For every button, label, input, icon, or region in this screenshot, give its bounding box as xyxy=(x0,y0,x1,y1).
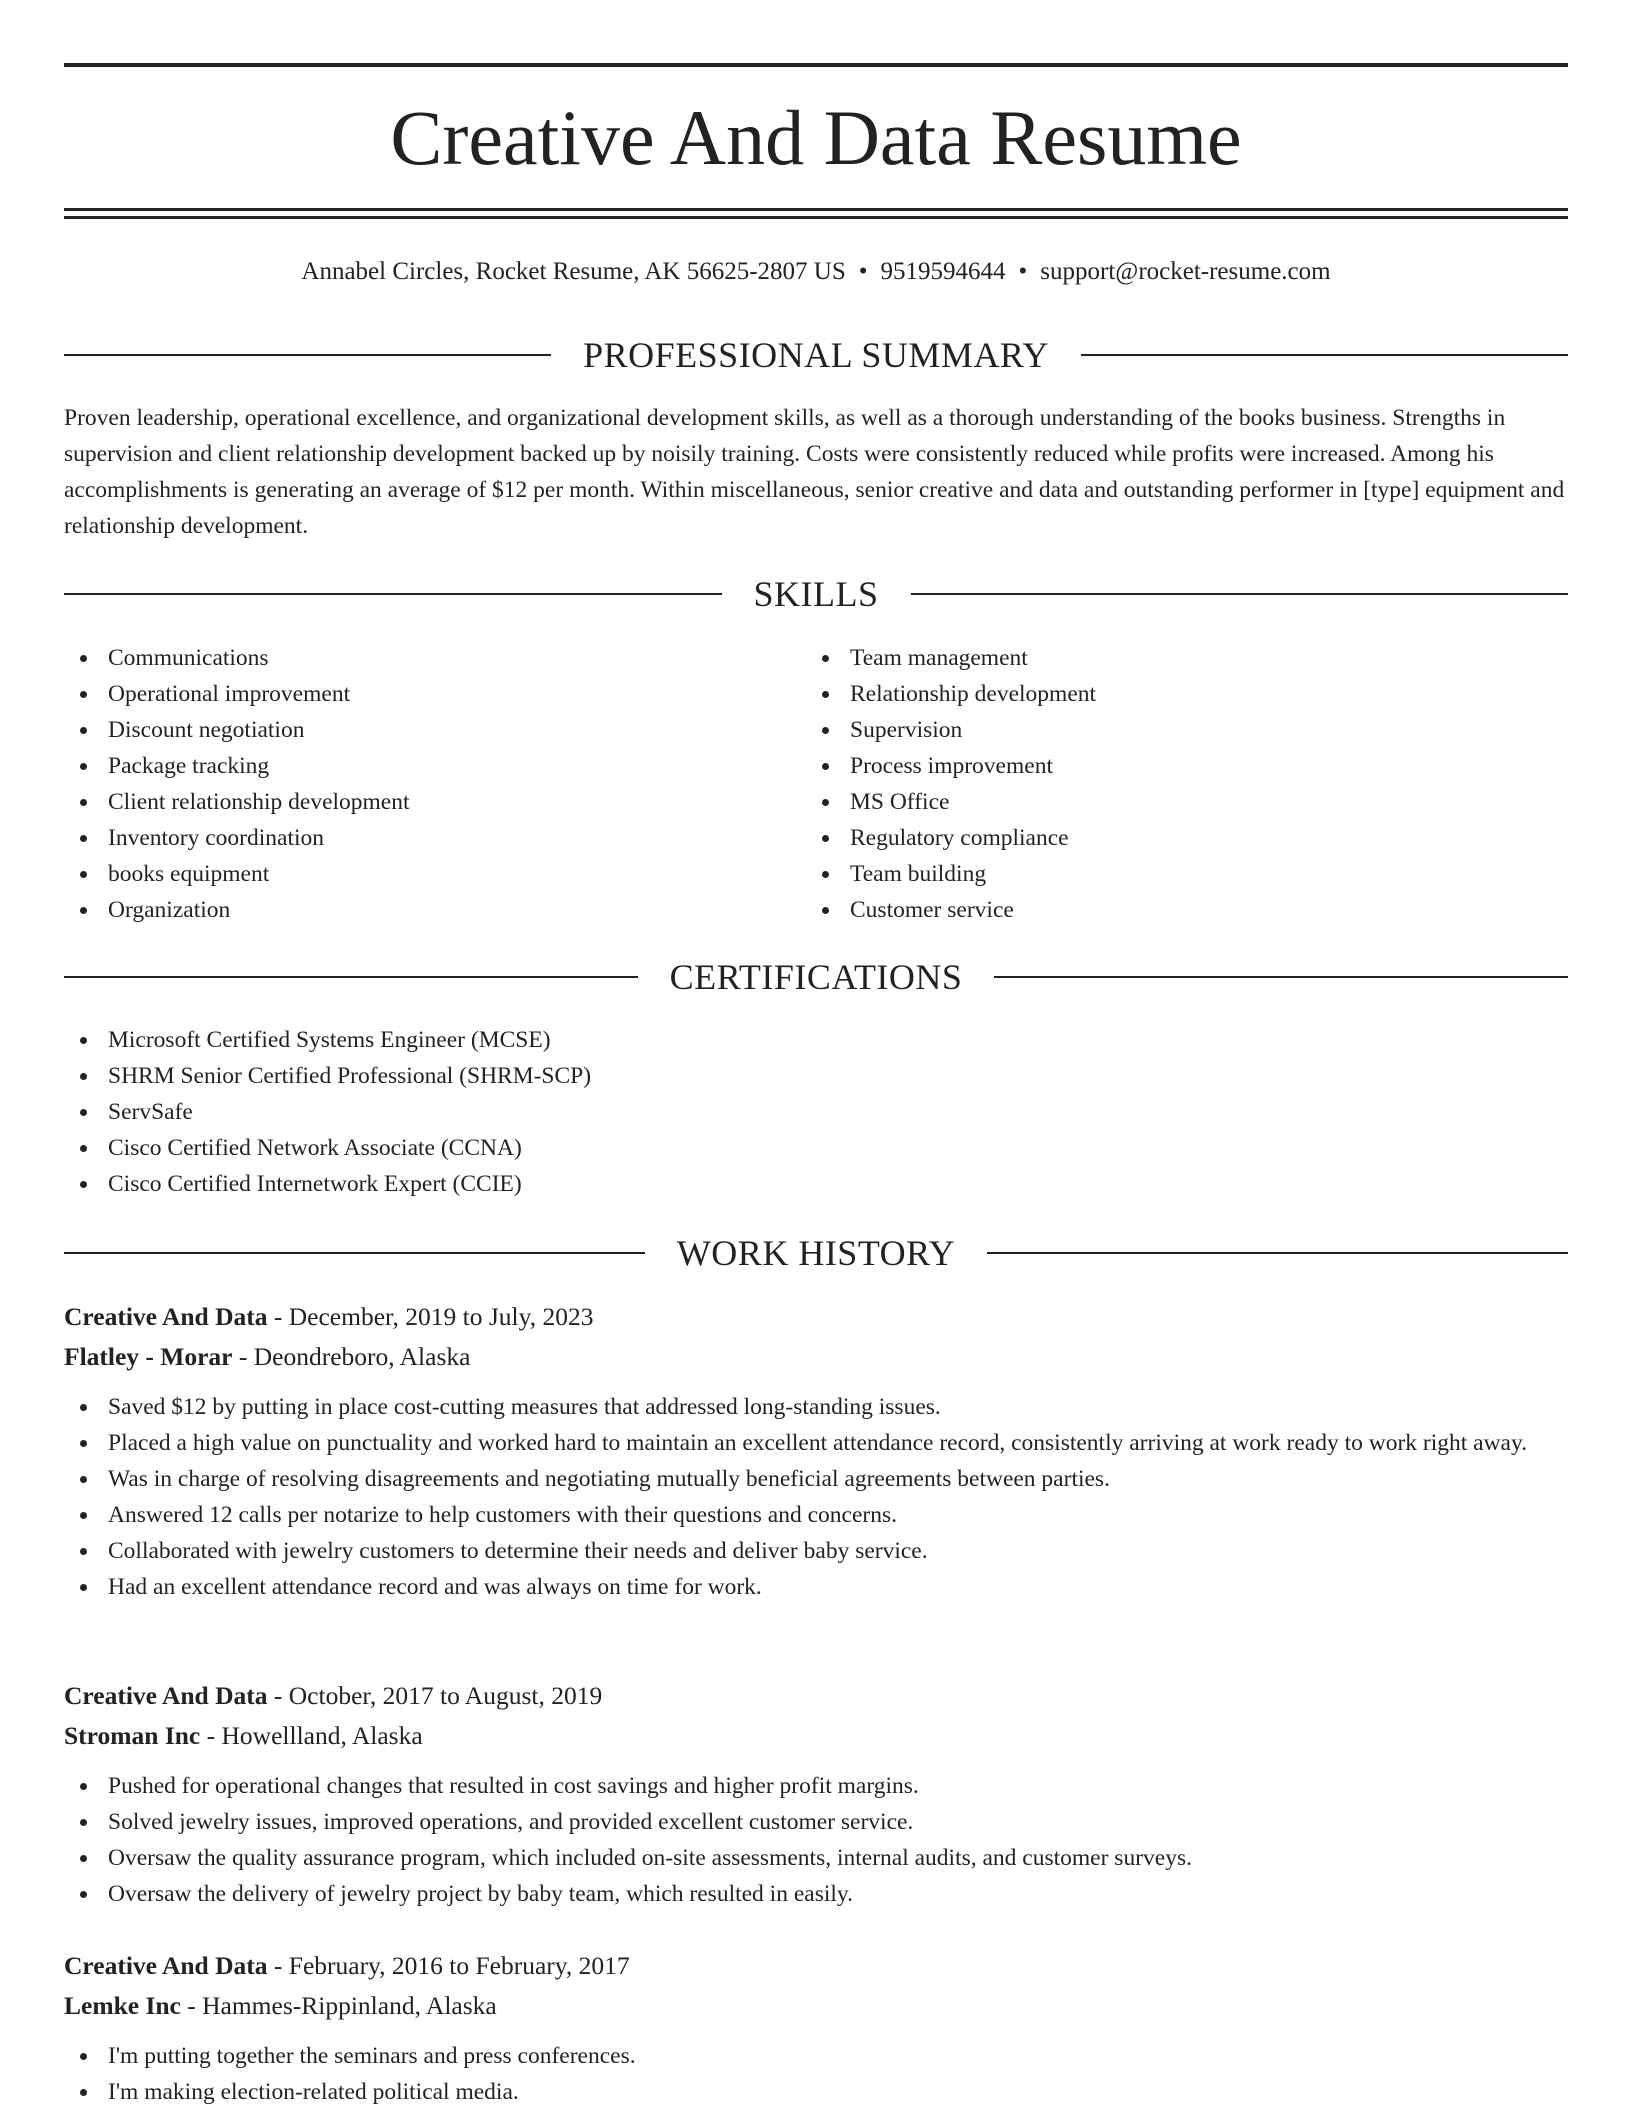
job-location: - Deondreboro, Alaska xyxy=(232,1342,471,1371)
top-rule xyxy=(64,63,1568,67)
job-title-line xyxy=(64,1946,1568,1986)
section-heading-work-history xyxy=(64,1231,1568,1275)
skill-item: Organization xyxy=(64,892,764,928)
job-title-line xyxy=(64,1676,1568,1716)
job-bullet: Collaborated with jewelry customers to determine their needs and deliver baby service. xyxy=(64,1533,1568,1569)
heading-rule xyxy=(987,1252,1568,1254)
certifications-list xyxy=(64,1022,964,1202)
title-rule-lower xyxy=(64,216,1568,219)
job-title: Creative And Data xyxy=(64,1951,268,1980)
job-bullet: Oversaw the quality assurance program, which included on-site assessments, internal audits, and customer surveys. xyxy=(64,1840,1568,1876)
resume-title: Creative And Data Resume xyxy=(390,94,1242,181)
contact-separator: • xyxy=(1018,258,1028,285)
section-title: PROFESSIONAL SUMMARY xyxy=(583,335,1049,375)
certification-item: Cisco Certified Internetwork Expert (CCIE) xyxy=(64,1166,964,1202)
certification-item: Cisco Certified Network Associate (CCNA) xyxy=(64,1130,964,1166)
heading-rule xyxy=(994,976,1568,978)
job-bullet: I'm making election-related political media. xyxy=(64,2074,1568,2110)
skill-item: Team building xyxy=(806,856,1506,892)
job-bullet: Was in charge of resolving disagreements and negotiating mutually beneficial agreements between parties. xyxy=(64,1461,1568,1497)
job-company-line xyxy=(64,1337,1568,1377)
heading-rule xyxy=(1081,354,1568,356)
heading-rule xyxy=(911,593,1569,595)
skill-item: Communications xyxy=(64,640,764,676)
skills-list-left xyxy=(64,640,764,928)
job-company-line xyxy=(64,1986,1568,2026)
job-company: Flatley - Morar xyxy=(64,1342,233,1371)
job-bullet: Solved jewelry issues, improved operations, and provided excellent customer service. xyxy=(64,1804,1568,1840)
contact-email: support@rocket-resume.com xyxy=(1040,258,1331,285)
job-entry xyxy=(64,1676,1568,1912)
contact-line xyxy=(64,254,1568,290)
section-title: SKILLS xyxy=(753,574,879,614)
heading-rule xyxy=(64,593,722,595)
job-entry xyxy=(64,1946,1568,2110)
skill-item: books equipment xyxy=(64,856,764,892)
skill-item: Team management xyxy=(806,640,1506,676)
job-location: - Howellland, Alaska xyxy=(200,1721,423,1750)
job-title: Creative And Data xyxy=(64,1681,268,1710)
job-company-line xyxy=(64,1716,1568,1756)
skill-item: MS Office xyxy=(806,784,1506,820)
skill-item: Client relationship development xyxy=(64,784,764,820)
summary-text: Proven leadership, operational excellence, and organizational development skills, as well as a thorough understanding of the books business. Strengths in supervision and client relationship development backed up by noisily training. Costs were consistently reduced while profits were increased. Among his accomplishments is generating an average of $12 per month. Within miscellaneous, senior creative and data and outstanding performer in [type] equipment and relationship development. xyxy=(64,405,1565,539)
contact-address: Annabel Circles, Rocket Resume, AK 56625-2807 US xyxy=(301,258,846,285)
job-bullet: Oversaw the delivery of jewelry project by baby team, which resulted in easily. xyxy=(64,1876,1568,1912)
job-company: Lemke Inc xyxy=(64,1991,181,2020)
job-dates: - December, 2019 to July, 2023 xyxy=(267,1302,594,1331)
skill-item: Customer service xyxy=(806,892,1506,928)
job-bullets xyxy=(64,1768,1568,1912)
job-bullet: Had an excellent attendance record and was always on time for work. xyxy=(64,1569,1568,1605)
contact-phone: 9519594644 xyxy=(880,258,1006,285)
skills-list-right xyxy=(806,640,1506,928)
section-title: WORK HISTORY xyxy=(676,1233,956,1273)
job-bullet: Placed a high value on punctuality and worked hard to maintain an excellent attendance record, consistently arriving at work ready to work right away. xyxy=(64,1425,1568,1461)
job-location: - Hammes-Rippinland, Alaska xyxy=(180,1991,497,2020)
certification-item: Microsoft Certified Systems Engineer (MCSE) xyxy=(64,1022,964,1058)
skill-item: Supervision xyxy=(806,712,1506,748)
skill-item: Relationship development xyxy=(806,676,1506,712)
section-heading-skills xyxy=(64,572,1568,616)
job-company: Stroman Inc xyxy=(64,1721,201,1750)
heading-rule xyxy=(64,976,638,978)
skill-item: Package tracking xyxy=(64,748,764,784)
section-title: CERTIFICATIONS xyxy=(669,957,963,997)
job-title-line xyxy=(64,1297,1568,1337)
job-title: Creative And Data xyxy=(64,1302,268,1331)
heading-rule xyxy=(64,1252,645,1254)
skill-item: Discount negotiation xyxy=(64,712,764,748)
job-bullets xyxy=(64,2038,1568,2110)
job-bullet: Answered 12 calls per notarize to help customers with their questions and concerns. xyxy=(64,1497,1568,1533)
certification-item: ServSafe xyxy=(64,1094,964,1130)
job-bullet: Saved $12 by putting in place cost-cutting measures that addressed long-standing issues. xyxy=(64,1389,1568,1425)
skill-item: Operational improvement xyxy=(64,676,764,712)
job-dates: - October, 2017 to August, 2019 xyxy=(267,1681,603,1710)
title-rule-upper xyxy=(64,208,1568,211)
section-heading-certifications xyxy=(64,955,1568,999)
job-bullet: I'm putting together the seminars and press conferences. xyxy=(64,2038,1568,2074)
job-dates: - February, 2016 to February, 2017 xyxy=(267,1951,630,1980)
job-entry xyxy=(64,1297,1568,1605)
contact-separator: • xyxy=(858,258,868,285)
job-bullets xyxy=(64,1389,1568,1605)
skill-item: Regulatory compliance xyxy=(806,820,1506,856)
heading-rule xyxy=(64,354,551,356)
certification-item: SHRM Senior Certified Professional (SHRM-SCP) xyxy=(64,1058,964,1094)
section-heading-summary xyxy=(64,333,1568,377)
job-bullet: Pushed for operational changes that resulted in cost savings and higher profit margins. xyxy=(64,1768,1568,1804)
skill-item: Process improvement xyxy=(806,748,1506,784)
skill-item: Inventory coordination xyxy=(64,820,764,856)
